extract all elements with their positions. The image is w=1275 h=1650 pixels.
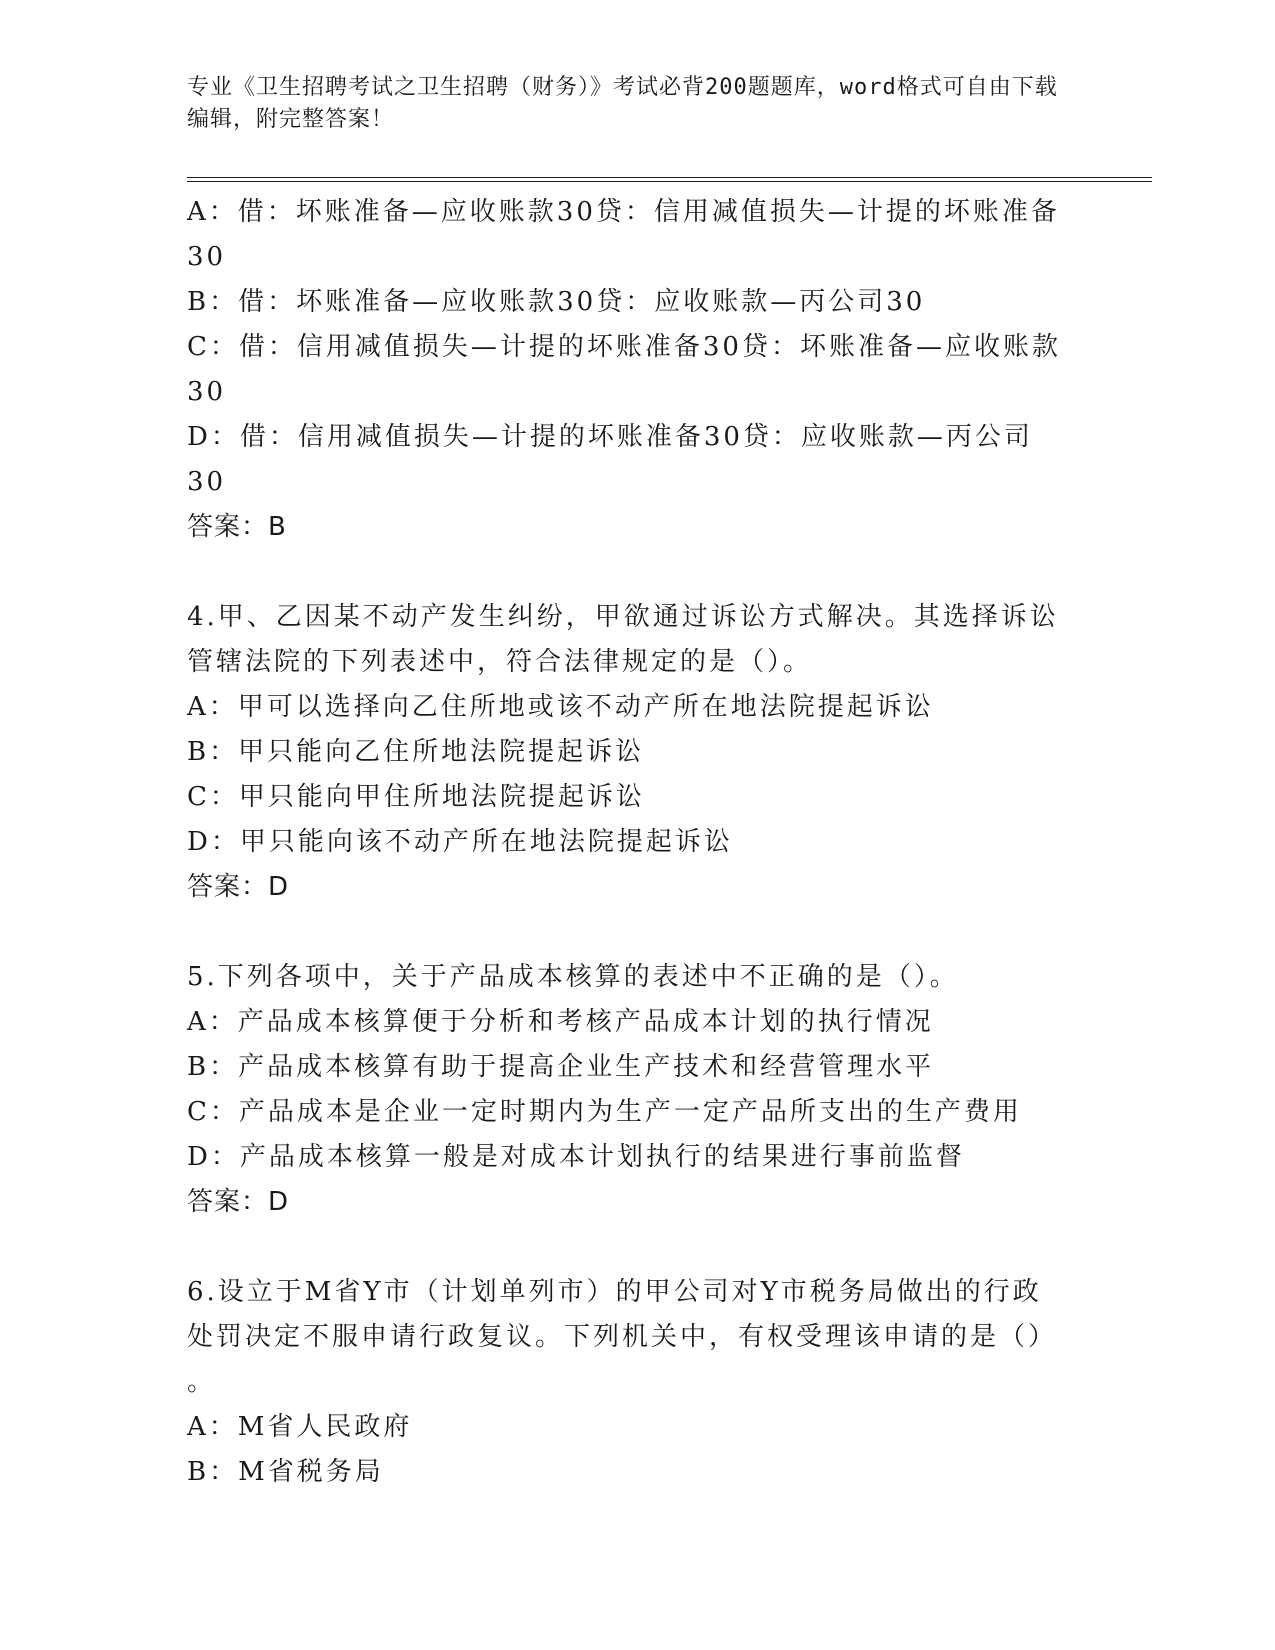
option-a: A：M省人民政府 (187, 1412, 413, 1442)
option-b: B：产品成本核算有助于提高企业生产技术和经营管理水平 (187, 1052, 935, 1082)
option-d: D：借：信用减值损失—计提的坏账准备30贷：应收账款—丙公司30 (187, 422, 1033, 497)
option-b: B：借：坏账准备—应收账款30贷：应收账款—丙公司30 (187, 287, 926, 317)
option-a: A：产品成本核算便于分析和考核产品成本计划的执行情况 (187, 1007, 934, 1037)
spacer (187, 1225, 1067, 1270)
spacer (187, 550, 1067, 595)
answer: 答案：D (187, 1187, 290, 1217)
option-c: C：甲只能向甲住所地法院提起诉讼 (187, 782, 645, 812)
option-b: B：M省税务局 (187, 1457, 384, 1487)
question-5 (187, 955, 1067, 1225)
question-4 (187, 595, 1067, 910)
header-divider-bottom (187, 181, 1152, 182)
option-a: A：借：坏账准备—应收账款30贷：信用减值损失—计提的坏账准备30 (187, 197, 1060, 272)
question-6 (187, 1270, 1067, 1495)
question-stem: 4.甲、乙因某不动产发生纠纷，甲欲通过诉讼方式解决。其选择诉讼管辖法院的下列表述中，符合法律规定的是（）。 (187, 602, 1059, 677)
option-c: C：借：信用减值损失—计提的坏账准备30贷：坏账准备—应收账款30 (187, 332, 1061, 407)
option-d: D：产品成本核算一般是对成本计划执行的结果进行事前监督 (187, 1142, 965, 1172)
spacer (187, 910, 1067, 955)
question-stem-tail: 。 (187, 1367, 217, 1397)
option-d: D：甲只能向该不动产所在地法院提起诉讼 (187, 827, 733, 857)
question-3 (187, 190, 1067, 550)
option-a: A：甲可以选择向乙住所地或该不动产所在地法院提起诉讼 (187, 692, 934, 722)
document-body (187, 190, 1067, 1495)
document-header: 专业《卫生招聘考试之卫生招聘（财务）》考试必背200题题库，word格式可自由下载编辑，附完整答案！ (187, 75, 1058, 132)
answer: 答案：B (187, 512, 287, 542)
option-b: B：甲只能向乙住所地法院提起诉讼 (187, 737, 645, 767)
question-stem: 6.设立于M省Y市（计划单列市）的甲公司对Y市税务局做出的行政处罚决定不服申请行政复议。下列机关中，有权受理该申请的是（） (187, 1277, 1058, 1352)
question-stem: 5.下列各项中，关于产品成本核算的表述中不正确的是（）。 (187, 962, 959, 992)
header-divider-top (187, 177, 1152, 178)
option-c: C：产品成本是企业一定时期内为生产一定产品所支出的生产费用 (187, 1097, 1022, 1127)
answer: 答案：D (187, 872, 290, 902)
